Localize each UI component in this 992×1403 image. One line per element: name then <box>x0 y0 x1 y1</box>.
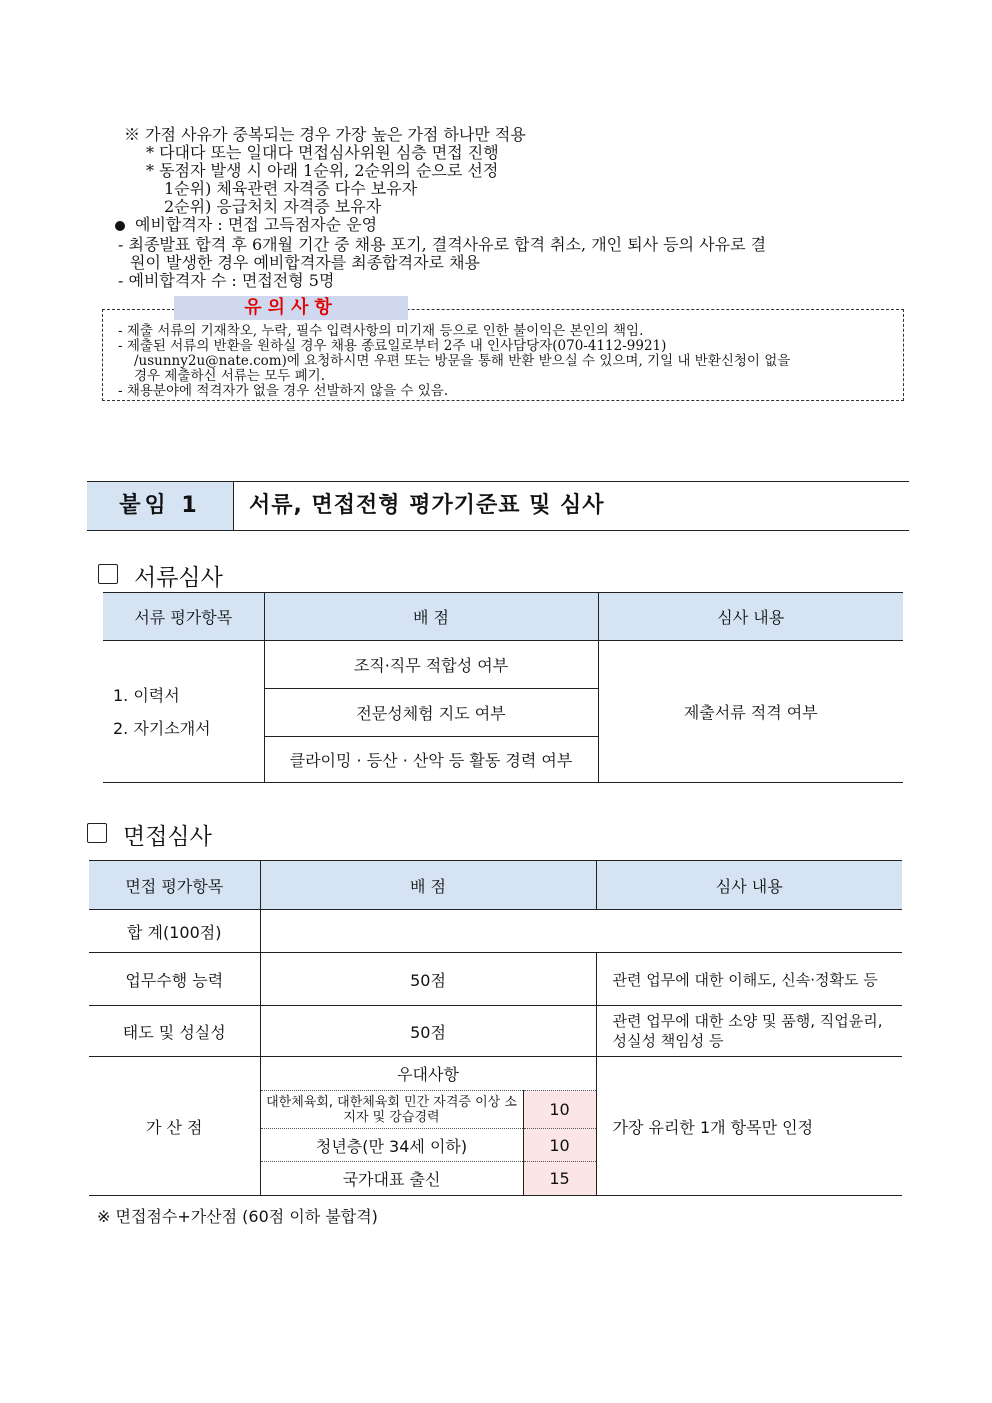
notice-line-3: /usunny2u@nate.com)에 요청하시면 우편 또는 방문을 통해 반환 받으실 수 있으며, 기일 내 반환신청이 없을 <box>134 353 791 369</box>
doc-review-title: 서류심사 <box>134 565 223 591</box>
doc-item-resume: 1. 이력서 <box>113 685 180 705</box>
note-bonus-duplicate: ※ 가점 사유가 중복되는 경우 가장 높은 가점 하나만 적용 <box>124 125 526 144</box>
bonus-row-label: 청년층(만 34세 이하) <box>260 1129 523 1162</box>
note-panel-interview: * 다대다 또는 일대다 면접심사위원 심층 면접 진행 <box>146 143 499 162</box>
attachment-title: 서류, 면접전형 평가기준표 및 심사 <box>249 493 605 518</box>
interview-title: 면접심사 <box>123 824 212 850</box>
doc-header-content: 심사 내용 <box>598 593 903 641</box>
interview-row-score: 50점 <box>260 1006 596 1057</box>
interview-row-content: 관련 업무에 대한 이해도, 신속·정확도 등 <box>596 953 902 1006</box>
doc-items-cell <box>103 641 264 783</box>
notice-line-4: 경우 제출하신 서류는 모두 폐기. <box>134 368 325 384</box>
notice-title: 유의사항 <box>174 296 408 320</box>
interview-header-score: 배 점 <box>260 861 596 910</box>
reserve-heading: 예비합격자 : 면접 고득점자순 운영 <box>135 215 378 234</box>
interview-row-score: 50점 <box>260 953 596 1006</box>
bonus-row-label: 국가대표 출신 <box>260 1162 523 1196</box>
interview-total-empty <box>260 910 902 953</box>
bullet-icon <box>115 221 125 231</box>
doc-criterion-2: 전문성체험 지도 여부 <box>264 689 598 737</box>
bonus-row-label: 대한체육회, 대한체육회 민간 자격증 이상 소지자 및 강습경력 <box>260 1091 523 1129</box>
checkbox-icon <box>87 823 107 843</box>
doc-criterion-3: 클라이밍 · 등산 · 산악 등 활동 경력 여부 <box>264 737 598 783</box>
attachment-header <box>87 481 909 531</box>
interview-total: 합 계(100점) <box>89 910 260 953</box>
interview-footnote: ※ 면접점수+가산점 (60점 이하 불합격) <box>97 1207 378 1226</box>
note-tie-priority-1: 1순위) 체육관련 자격증 다수 보유자 <box>164 179 418 198</box>
interview-row-item: 태도 및 성실성 <box>89 1006 260 1057</box>
note-tie-priority-2: 2순위) 응급처치 자격증 보유자 <box>164 197 382 216</box>
interview-header-item: 면접 평가항목 <box>89 861 260 910</box>
checkbox-icon <box>98 564 118 584</box>
interview-row-item: 업무수행 능력 <box>89 953 260 1006</box>
bonus-row-points: 10 <box>523 1091 596 1129</box>
attachment-label: 붙임 1 <box>87 482 234 530</box>
doc-item-cover-letter: 2. 자기소개서 <box>113 718 211 738</box>
doc-header-score: 배 점 <box>264 593 598 641</box>
bonus-item: 가 산 점 <box>89 1057 260 1196</box>
interview-table <box>89 860 902 1196</box>
bonus-content: 가장 유리한 1개 항목만 인정 <box>596 1057 902 1196</box>
interview-row-content: 관련 업무에 대한 소양 및 품행, 직업윤리, 성실성 책임성 등 <box>596 1006 902 1057</box>
doc-review-table <box>103 592 903 783</box>
notice-line-2: - 제출된 서류의 반환을 원하실 경우 채용 종료일로부터 2주 내 인사담당자(070-4112-9921) <box>118 338 667 354</box>
reserve-rule-line1: - 최종발표 합격 후 6개월 기간 중 채용 포기, 결격사유로 합격 취소, 개인 퇴사 등의 사유로 결 <box>118 235 767 254</box>
note-tie-rule: * 동점자 발생 시 아래 1순위, 2순위의 순으로 선정 <box>146 161 499 180</box>
reserve-count: - 예비합격자 수 : 면접전형 5명 <box>118 271 335 290</box>
bonus-row-points: 10 <box>523 1129 596 1162</box>
doc-content: 제출서류 적격 여부 <box>598 641 903 783</box>
reserve-rule-line2: 원이 발생한 경우 예비합격자를 최종합격자로 채용 <box>130 253 481 272</box>
notice-line-5: - 채용분야에 적격자가 없을 경우 선발하지 않을 수 있음. <box>118 383 449 399</box>
doc-header-item: 서류 평가항목 <box>103 593 264 641</box>
notice-line-1: - 제출 서류의 기재착오, 누락, 필수 입력사항의 미기재 등으로 인한 불이익은 본인의 책임. <box>118 323 644 339</box>
bonus-subheader: 우대사항 <box>260 1057 596 1091</box>
doc-criterion-1: 조직·직무 적합성 여부 <box>264 641 598 689</box>
bonus-row-points: 15 <box>523 1162 596 1196</box>
interview-header-content: 심사 내용 <box>596 861 902 910</box>
